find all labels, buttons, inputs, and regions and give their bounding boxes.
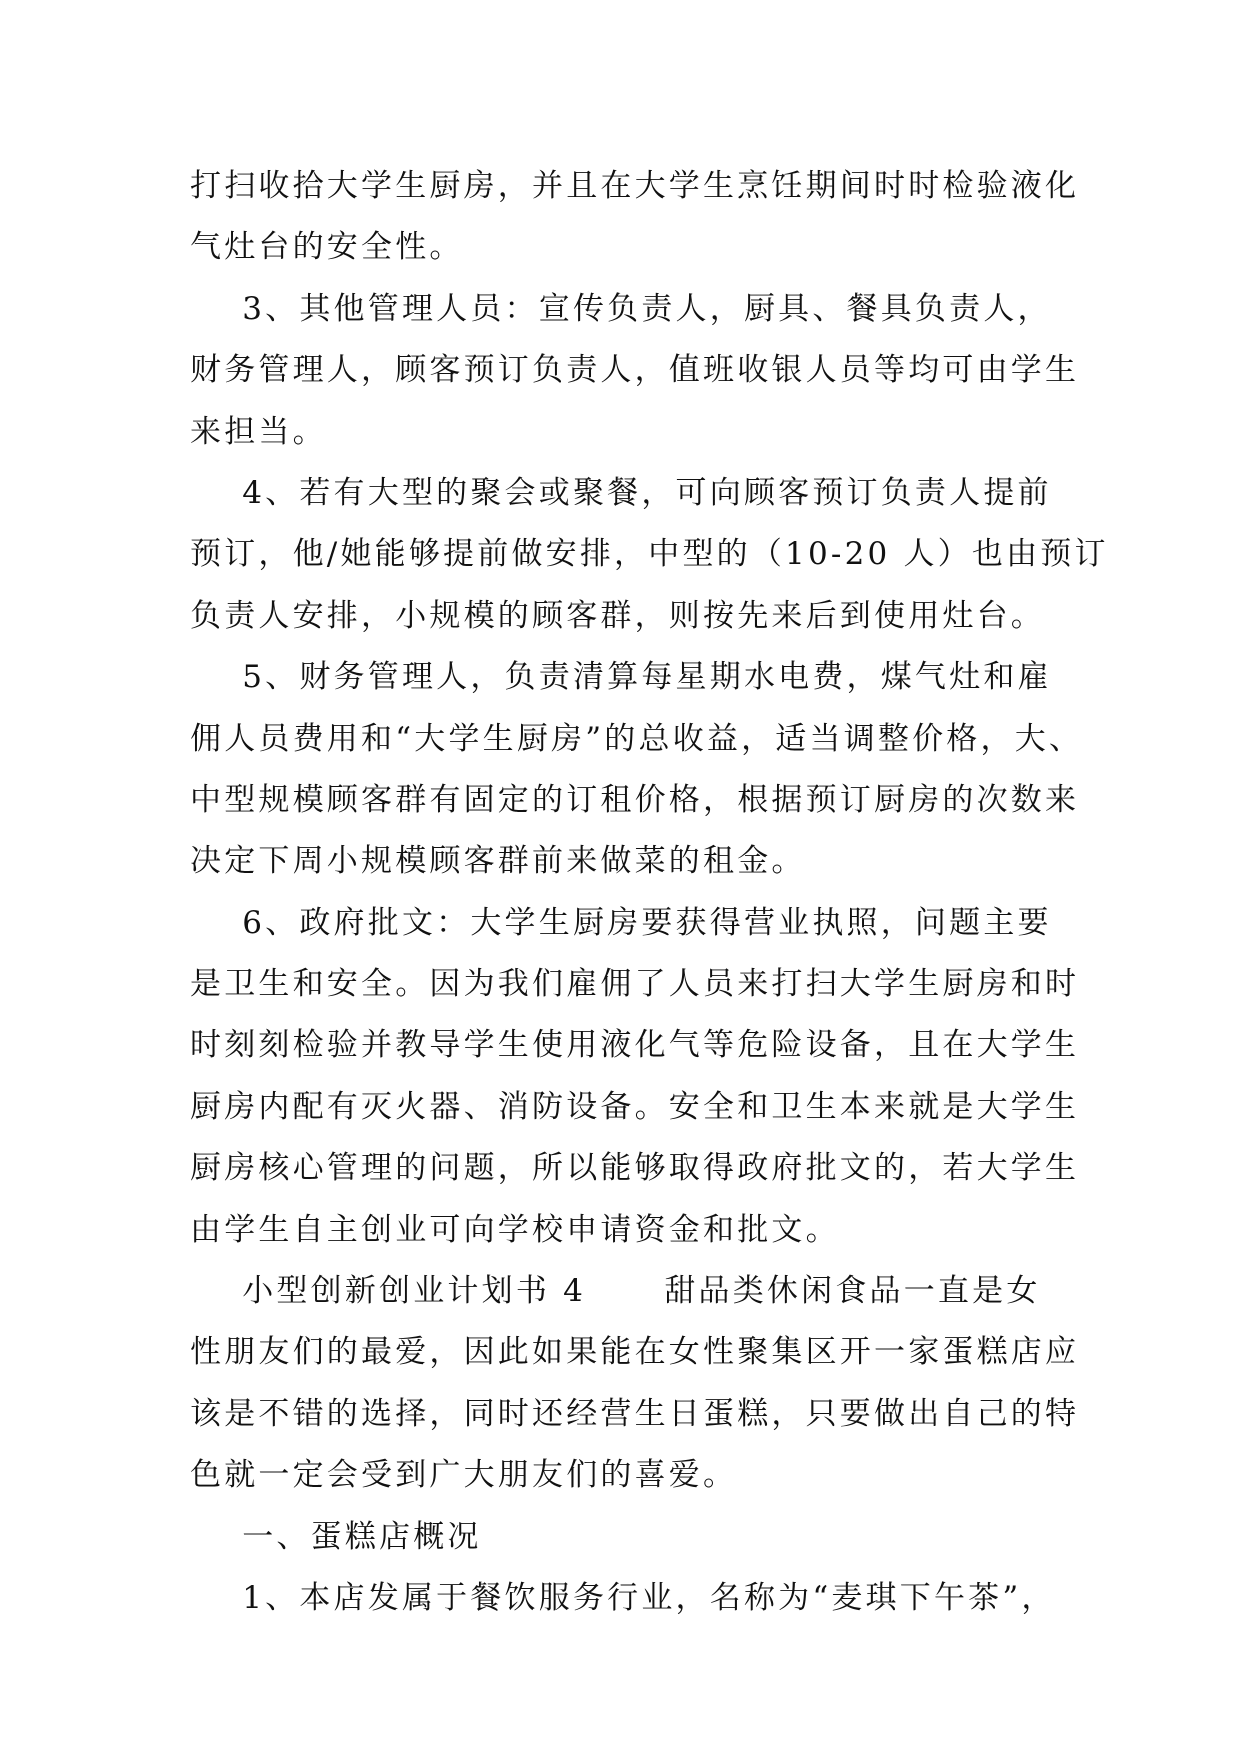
text-line: 5、财务管理人，负责清算每星期水电费，煤气灶和雇 (190, 659, 1052, 696)
text-line: 佣人员费用和“大学生厨房”的总收益，适当调整价格，大、 (190, 720, 1084, 757)
document-body (190, 156, 1109, 1629)
text-line: 厨房核心管理的问题，所以能够取得政府批文的，若大学生 (190, 1150, 1080, 1187)
text-line: 色就一定会受到广大朋友们的喜爱。 (190, 1457, 738, 1494)
text-line: 3、其他管理人员：宣传负责人，厨具、餐具负责人， (190, 290, 1052, 327)
text-line: 6、政府批文：大学生厨房要获得营业执照，问题主要 (190, 904, 1052, 941)
text-line: 气灶台的安全性。 (190, 229, 464, 266)
text-line: 来担当。 (190, 413, 327, 450)
text-line: 打扫收拾大学生厨房，并且在大学生烹饪期间时时检验液化 (190, 168, 1080, 204)
text-line: 决定下周小规模顾客群前来做菜的租金。 (190, 843, 806, 880)
text-line: 中型规模顾客群有固定的订租价格，根据预订厨房的次数来 (190, 781, 1080, 818)
text-line: 该是不错的选择，同时还经营生日蛋糕，只要做出自己的特 (190, 1395, 1080, 1432)
text-line: 负责人安排，小规模的顾客群，则按先来后到使用灶台。 (190, 597, 1045, 634)
text-line: 由学生自主创业可向学校申请资金和批文。 (190, 1211, 840, 1248)
text-line: 财务管理人，顾客预订负责人，值班收银人员等均可由学生 (190, 352, 1080, 389)
text-line: 一、蛋糕店概况 (190, 1518, 482, 1555)
text-line: 是卫生和安全。因为我们雇佣了人员来打扫大学生厨房和时 (190, 966, 1080, 1003)
text-line: 1、本店发属于餐饮服务行业，名称为“麦琪下午茶”， (190, 1579, 1056, 1616)
text-line: 4、若有大型的聚会或聚餐，可向顾客预订负责人提前 (190, 474, 1052, 511)
text-line: 时刻刻检验并教导学生使用液化气等危险设备，且在大学生 (190, 1027, 1080, 1064)
text-line: 性朋友们的最爱，因此如果能在女性聚集区开一家蛋糕店应 (190, 1334, 1080, 1371)
text-line: 小型创新创业计划书 4 甜品类休闲食品一直是女 (190, 1273, 1041, 1310)
text-line: 厨房内配有灭火器、消防设备。安全和卫生本来就是大学生 (190, 1088, 1080, 1125)
text-line: 预订，他/她能够提前做安排，中型的（10-20 人）也由预订 (190, 536, 1109, 573)
